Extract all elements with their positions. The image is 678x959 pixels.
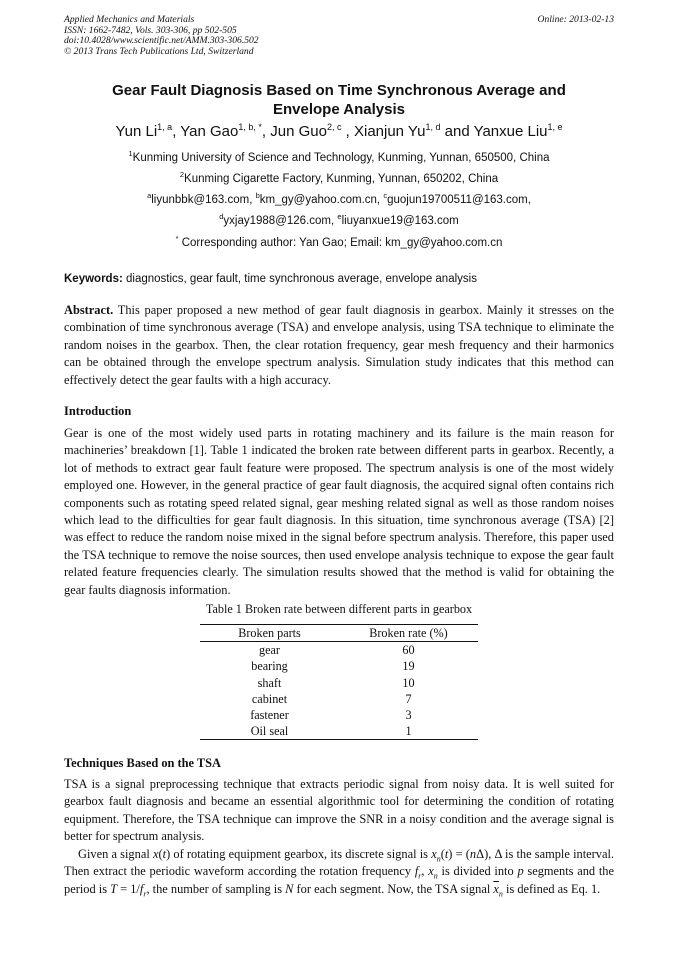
author-name: Yun Li (115, 123, 158, 140)
author-name: Xianjun Yu (353, 123, 426, 140)
table-caption: Table 1 Broken rate between different parts in gearbox (205, 602, 473, 616)
table-row (200, 691, 478, 707)
author-sup: 1, a (157, 122, 173, 132)
table-cell: 3 (405, 708, 412, 723)
table-row (200, 723, 478, 740)
author-list: Yun Li$^{1, a}$, Yan Gao$^{1, b, *}$, Jun Guo$^{2, c}$ , Xianjun Yu$^{1, d}$ and Yanxue Liu$^{1, e}$ (115, 122, 563, 140)
affiliation-text: Kunming University of Science and Technology, Kunming, Yunnan, 650500, China (132, 152, 550, 164)
journal-header (64, 15, 614, 57)
affiliation-sup: 1 (128, 149, 133, 158)
text-run: is defined as Eq. 1. (506, 881, 601, 896)
keywords-label: Keywords: (64, 273, 123, 285)
abstract-label: Abstract. (64, 303, 114, 317)
author-sup: 1, e (547, 122, 563, 132)
author-sup: 1, d (425, 122, 441, 132)
email-b: km_gy@yahoo.com.cn, (259, 194, 381, 206)
journal-name: Applied Mechanics and Materials (64, 14, 195, 25)
affiliation-sup: 2 (179, 170, 185, 179)
table-cell: 60 (402, 643, 415, 658)
table-header: Broken rate (%) (339, 625, 478, 642)
doi-line: doi:10.4028/www.scientific.net/AMM.303-306.502 (64, 35, 259, 47)
text-run: segments and the period is (64, 864, 615, 896)
tsa-paragraph-1: TSA is a signal preprocessing technique that extracts periodic signal from noisy data. It is well suited for gearbox fault diagnosis and became an essential algorithmic tool for determining the condition of rotating equipment. Therefore, the TSA technique can improve the SNR in a noisy condition and the average signal is better for spectrum analysis. (64, 777, 614, 844)
table-cell: cabinet (251, 691, 288, 706)
table-row (200, 642, 478, 659)
text-run: of rotating equipment gearbox, its discrete signal is (173, 847, 428, 861)
keywords (64, 272, 614, 286)
online-date: Online: 2013-02-13 (537, 14, 614, 25)
text-run: , the number of sampling is (146, 881, 283, 896)
text-run: for each segment. Now, the TSA signal (296, 881, 491, 896)
tsa-heading: Techniques Based on the TSA (64, 756, 221, 770)
asterisk-sup: * (175, 234, 179, 243)
email-d: yxjay1988@126.com, (223, 215, 335, 227)
table-cell: 1 (339, 723, 478, 740)
email-sup: b (255, 191, 260, 200)
title-line-1: Gear Fault Diagnosis Based on Time Synchronous Average and (112, 82, 566, 99)
affiliation-text: Kunming Cigarette Factory, Kunming, Yunnan, 650202, China (184, 173, 499, 185)
abstract (64, 302, 614, 389)
table-row (200, 707, 478, 723)
email-line-2 (64, 214, 614, 228)
author-sup: 2, c (326, 122, 342, 132)
broken-rate-table (200, 624, 478, 740)
table-header-row (200, 625, 478, 642)
table-cell: gear (259, 643, 280, 658)
table-cell: 7 (405, 691, 412, 706)
abstract-text: This paper proposed a new method of gear fault diagnosis in gearbox. Mainly it stresses on the combination of time synchronous average (TSA) and envelope analysis, using TSA technique to eliminate the random noises in the gearbox. Then, the clear rotation frequency, gear mesh frequency and their harmonics can be obtained through the envelope spectrum analysis. Simulation study indicates that this method can effectively detect the gear faults with a high accuracy. (64, 303, 615, 387)
table-cell: Oil seal (200, 723, 339, 740)
email-line-1 (64, 193, 614, 207)
table-row (200, 658, 478, 674)
email-c: guojun19700511@163.com, (387, 194, 531, 206)
corresponding-author (64, 236, 614, 250)
table-cell: 10 (402, 675, 415, 690)
title-line-2: Envelope Analysis (273, 101, 405, 118)
affiliation-1 (64, 151, 614, 165)
email-sup: c (383, 191, 388, 200)
author-name: Jun Guo (270, 123, 327, 140)
table-cell: fastener (250, 708, 289, 723)
table-header: Broken parts (200, 625, 339, 642)
table-cell: shaft (257, 675, 282, 690)
corresponding-text: Corresponding author: Yan Gao; Email: km_gy@yahoo.com.cn (181, 237, 503, 249)
email-sup: a (147, 191, 152, 200)
tsa-paragraph-2: Given a signal x(t) of rotating equipment gearbox, its discrete signal is $x_n(t) = (n\Delta)$, Δ is the sample interval. Then extract the periodic waveform according the rotation frequency $f_r$, $x_n$ is divided into p segments and the period is $T = 1/f_r$, the number of sampling is N for each segment. Now, the TSA signal $\overline{x}_n$ is defined as Eq. 1. (64, 847, 615, 899)
author-sup: 1, b, * (238, 122, 262, 132)
table-row (200, 675, 478, 691)
introduction-heading: Introduction (64, 404, 132, 418)
email-e: liuyanxue19@163.com (341, 215, 459, 227)
table-cell: bearing (251, 659, 288, 674)
author-name: Yanxue Liu (473, 123, 548, 140)
author-name: Yan Gao (180, 123, 239, 140)
introduction-text: Gear is one of the most widely used parts in rotating machinery and its failure is the main reason for machineries’ breakdown [1]. Table 1 indicated the broken rate between different parts in gearbox. Recently, a lot of methods to extract gear fault feature were proposed. The spectrum analysis is one of the most widely employed one. However, in the general practice of gear fault diagnosis, the acquired signal often contains rich components such as rotating speed related signal, gear meshing related signal as well as those random noises which lead to the difficulties for gear fault diagnosis. In this situation, time synchronous average (TSA) [2] was effect to reduce the random noise mixed in the signal before spectrum analysis. Therefore, this paper used the TSA technique to remove the noise sources, then used envelope analysis technique to expose the gear fault related feature frequencies clearly. The simulation results showed that the method is valid for obtaining the gear faults diagnosis information. (64, 426, 614, 597)
text-run: Given a signal (78, 847, 150, 861)
email-sup: d (219, 212, 224, 221)
text-run: , Δ is the sample interval. Then extract the periodic waveform according the rotation frequency (64, 847, 615, 879)
keywords-text: diagnostics, gear fault, time synchronous average, envelope analysis (126, 273, 477, 285)
email-a: liyunbbk@163.com, (151, 194, 253, 206)
paper-title (64, 81, 614, 119)
affiliation-2 (64, 172, 614, 186)
table-cell: 19 (402, 659, 415, 674)
email-sup: e (337, 212, 342, 221)
copyright-line: © 2013 Trans Tech Publications Ltd, Switzerland (64, 45, 254, 57)
text-run: is divided into (441, 864, 514, 879)
issn-line: ISSN: 1662-7482, Vols. 303-306, pp 502-505 (64, 24, 237, 36)
